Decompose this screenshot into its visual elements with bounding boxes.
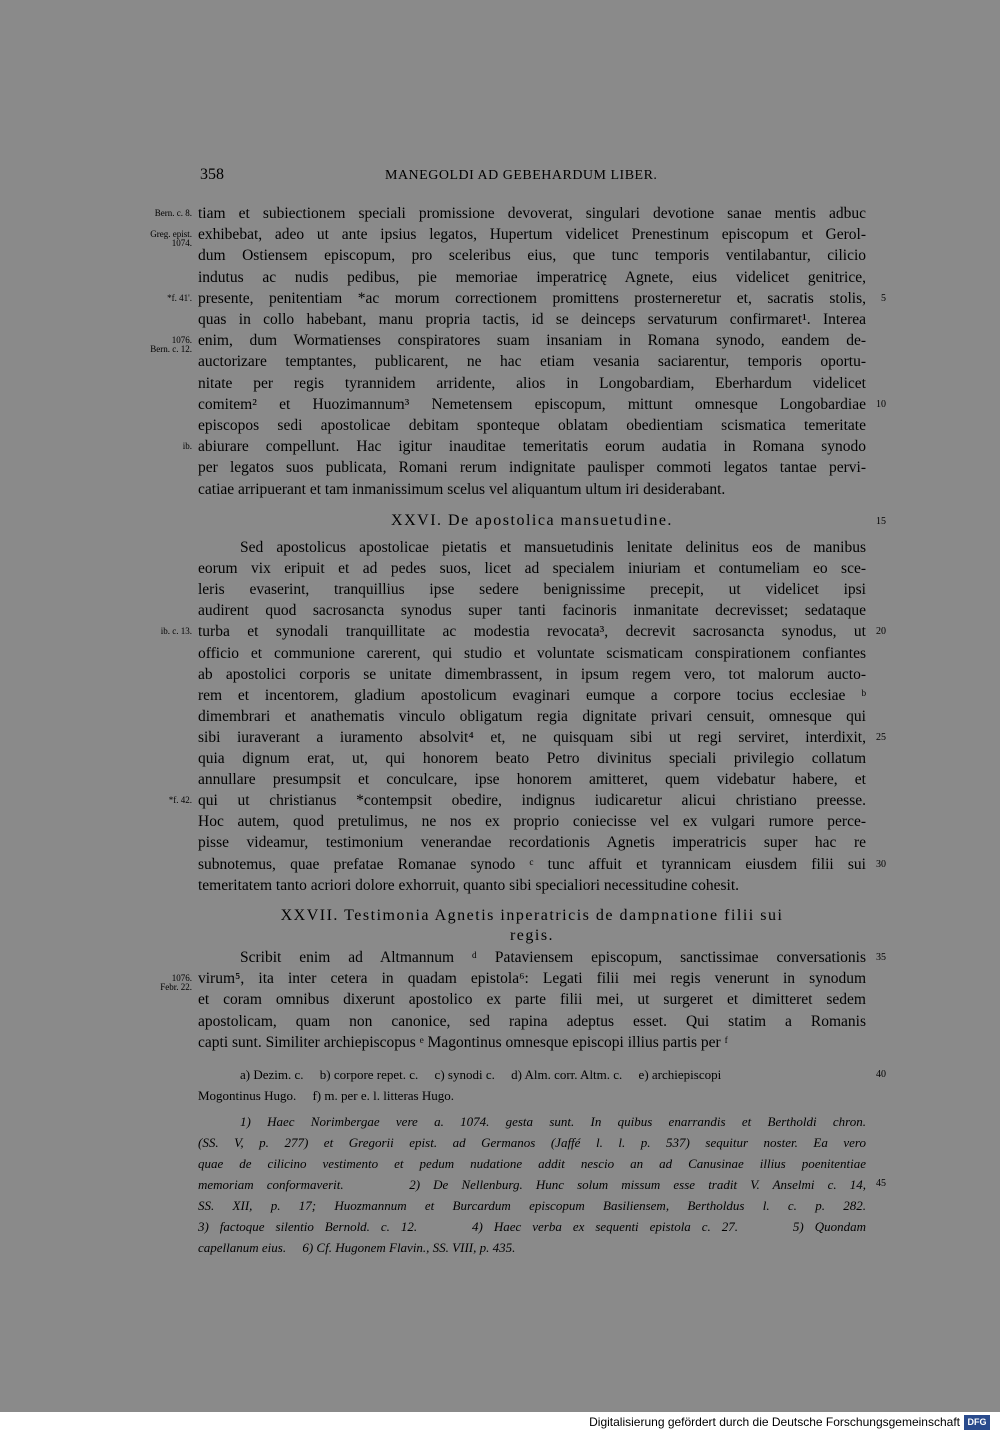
- variant-note-line: a) Dezim. c. b) corpore repet. c. c) synodi c. d) Alm. corr. Altm. c. e) archiepiscopi: [240, 1067, 722, 1082]
- text-line: indutus ac nudis pedibus, pie memoriae imperatricę Agnete, eius videlicet genitrice,: [198, 268, 866, 286]
- text-line: pisse videamur, testimonium venerandae recordationis Agnetis imperatricis super hac re: [198, 834, 866, 852]
- text-line: dum Ostiensem episcopum, pro sceleribus eius, que tunc temporis ventilabantur, cilicio: [198, 247, 866, 265]
- text-line: presente, penitentiam *ac morum correctionem promittens prosterneretur et, sacratis stolis,: [198, 289, 866, 307]
- text-line: enim, dum Wormatienses conspiratores suam insaniam in Romana synodo, eandem de-: [198, 332, 866, 350]
- text-line: nitate per regis tyrannidem arridente, alios in Longobardiam, Eberhardum videlicet: [198, 374, 866, 392]
- running-title: MANEGOLDI AD GEBEHARDUM LIBER.: [385, 168, 658, 183]
- margin-note: Febr. 22.: [160, 982, 192, 993]
- text-line: episcopos sedi apostolicae debitam sponteque oblatam obedientiam scismatica temeritate: [198, 417, 866, 434]
- text-line: rem et incentorem, gladium apostolicum evaginari eumque a corpore tocius ecclesiae ᵇ: [198, 686, 866, 704]
- text-line: tiam et subiectionem speciali promissione devoverat, singulari devotione sanae mentis adbuc: [198, 205, 866, 222]
- text-line: dimembrari et anathematis vinculo obligatum regia dignitate privari censuit, omnesque qui: [198, 707, 866, 725]
- dfg-logo: DFG: [964, 1415, 990, 1430]
- text-line: annullare presumpsit et conculcare, ipse honorem amitteret, quem videbatur habere, et: [198, 771, 866, 789]
- section-heading-continued: regis.: [509, 927, 555, 944]
- line-number: 40: [876, 1069, 886, 1080]
- text-line: leris evaserint, tranquillius ipse sedere benignissime precepit, ut videlicet ipsi: [198, 581, 866, 599]
- funding-credit: Digitalisierung gefördert durch die Deutsche Forschungsgemeinschaft: [589, 1415, 960, 1429]
- text-line: comitem² et Huozimannum³ Nemetensem episcopum, mittunt omnesque Longobardiae: [198, 395, 866, 413]
- text-line: Scribit enim ad Altmannum ᵈ Pataviensem episcopum, sanctissimae conversationis: [240, 949, 866, 966]
- margin-note: ib.: [182, 441, 192, 452]
- line-number: 15: [876, 516, 886, 527]
- text-line: et coram omnibus dixerunt apostolico ex parte filii mei, ut surgeret et dimitteret sedem: [198, 991, 866, 1009]
- text-line: qui ut christianus *contempsit obedire, indignus iudicaretur alicui christiano preesse.: [198, 792, 866, 810]
- page-number: 358: [200, 166, 224, 183]
- margin-note: Greg. epist.: [150, 229, 192, 240]
- line-number: 20: [876, 626, 886, 638]
- variant-note-line: Mogontinus Hugo. f) m. per e. l. litteras Hugo.: [198, 1088, 454, 1103]
- margin-note: 1074.: [171, 238, 192, 249]
- line-number: 5: [881, 292, 886, 304]
- text-line: auctorizare temptantes, publicarent, ne hac etiam vesania saciarentur, temporis oportu-: [198, 353, 866, 371]
- text-line: officio et communione carerent, qui studio et voluntate scismaticam conspirationem confiantes: [198, 644, 866, 662]
- section-heading: XXVII. Testimonia Agnetis inperatricis de dampnatione filii sui: [280, 907, 784, 924]
- footnote-line: 3) factoque silentio Bernold. c. 12. 4) Haec verba ex sequenti epistola c. 27. 5) Quondam: [198, 1219, 866, 1234]
- text-line: capti sunt. Similiter archiepiscopus ᵉ Magontinus omnesque episcopi illius partis per ᶠ: [198, 1033, 728, 1051]
- margin-note: 1076.: [171, 973, 192, 984]
- text-line: Sed apostolicus apostolicae pietatis et mansuetudinis lenitate delinitus eos de manibus: [240, 539, 866, 556]
- text-line: catiae arripuerant et tam inmanissimum scelus vel aliquantum ultum iri desiderabant.: [198, 480, 726, 498]
- text-line: apostolicam, quam non canonice, sed rapina adeptus esset. Qui statim a Romanis: [198, 1012, 866, 1030]
- text-line: subnotemus, quae prefatae Romanae synodo ᶜ tunc affuit et tyrannicam eiusdem filii sui: [198, 855, 866, 873]
- text-line: sibi iuraverant a iuramento absolvit⁴ et, ne quisquam sibi ut regi serviret, interdixit,: [198, 728, 866, 746]
- text-line: quia dignum erat, ut, qui honorem beato Petro divinitus speciali privilegio collatum: [198, 750, 866, 767]
- text-line: ab apostolici corporis se unitate dimembrassent, in ipsum regem vero, tot malorum aucto-: [198, 665, 866, 683]
- footnote-line: SS. XII, p. 17; Huozmannum et Burcardum episcopum Basiliensem, Bertholdus l. c. p. 282.: [198, 1198, 866, 1213]
- margin-note: Bern. c. 12.: [150, 344, 192, 355]
- margin-note: ib. c. 13.: [160, 626, 192, 637]
- line-number: 10: [876, 398, 886, 410]
- text-line: eorum vix eripuit et ad pedes suos, licet ad specialem iniuriam et contumeliam eo sce-: [198, 560, 866, 578]
- text-line: virum⁵, ita inter cetera in quadam epistola⁶: Legati filii mei regis venerunt in synodum: [198, 970, 866, 988]
- text-line: audirent quod sacrosancta synodus super tanti facinoris inmanitate decrevisset; sedataque: [198, 602, 866, 620]
- footnote-line: quae de cilicino vestimento et pedum nudatione addit nescio an ad Canusinae illius poenitentiae: [198, 1156, 866, 1171]
- line-number: 30: [876, 858, 886, 870]
- text-line: per legatos suos publicata, Romani rerum indignitate paulisper commoti legatos tantae pervi-: [198, 459, 866, 477]
- footnote-line: (SS. V, p. 277) et Gregorii epist. ad Germanos (Jaffé l. l. p. 537) sequitur noster. Ea vero: [198, 1135, 866, 1150]
- margin-note: *f. 41'.: [167, 292, 192, 303]
- footnote-line: 1) Haec Norimbergae vere a. 1074. gesta sunt. In quibus enarrandis et Bertholdi chron.: [240, 1114, 866, 1129]
- text-line: Hoc autem, quod pretulimus, ne nos ex proprio coniecisse vel ex vulgari rumore perce-: [198, 813, 866, 831]
- text-line: abiurare compellunt. Hac igitur inauditae temeritatis eorum audatia in Romana synodo: [198, 438, 866, 456]
- margin-note: *f. 42.: [168, 795, 192, 806]
- line-number: 45: [876, 1178, 886, 1189]
- text-line: turba et synodali tranquillitate ac modestia revocata³, decrevit sacrosancta synodus, ut: [198, 623, 866, 641]
- text-line: exhibebat, adeo ut ante ipsius legatos, Hupertum videlicet Prenestinum episcopum et Gerol-: [198, 226, 866, 244]
- footnote-line: capellanum eius. 6) Cf. Hugonem Flavin., SS. VIII, p. 435.: [198, 1240, 516, 1255]
- margin-note: 1076.: [171, 335, 192, 346]
- text-line: temeritatem tanto acriori dolore exhorruit, quanto sibi specialiori necessitudine cohesit.: [198, 876, 740, 894]
- margin-note: Bern. c. 8.: [154, 208, 192, 218]
- footnote-line: memoriam conformaverit. 2) De Nellenburg. Hunc solum missum esse tradit V. Anselmi c. 14,: [198, 1177, 866, 1192]
- text-line: quas in collo habebant, manu propria tactis, id se deinceps servaturum confirmaret¹. Interea: [198, 311, 866, 328]
- line-number: 35: [876, 952, 886, 963]
- section-heading: XXVI. De apostolica mansuetudine.: [391, 512, 673, 529]
- line-number: 25: [876, 731, 886, 743]
